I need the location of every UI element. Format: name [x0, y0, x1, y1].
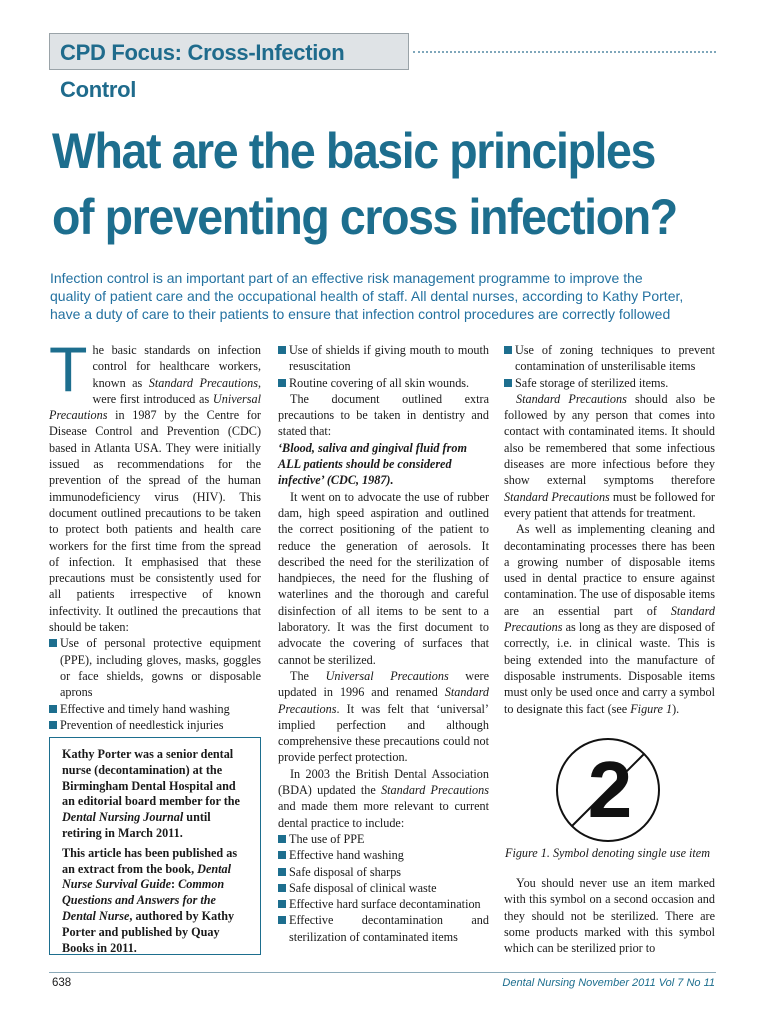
list-item: Prevention of needlestick injuries — [49, 717, 261, 733]
body-paragraph: It went on to advocate the use of rubber dam, high speed aspiration and outlined the correct positioning of the patient to reduce the generation of aerosols. It described the need for the sterilization of handpieces, the need for the flushing of waterlines and the thorough and careful disinfection of all items to be sent to a laboratory. It was the first document to advocate the covering of surfaces that cannot be sterilized. — [278, 489, 489, 667]
list-item: Safe storage of sterilized items. — [504, 375, 715, 391]
list-item: Use of zoning techniques to prevent contamination of unsterilisable items — [504, 342, 715, 375]
bda-list-continued — [504, 342, 715, 391]
precautions-list-continued — [278, 342, 489, 391]
list-item: Use of shields if giving mouth to mouth resuscitation — [278, 342, 489, 375]
headline-line-1: What are the basic principles — [52, 123, 655, 179]
body-paragraph: Standard Precautions should also be followed by any person that comes into contact with contaminated items. It should also be remembered that some infectious diseases are more infectious before they show external symptoms therefore Standard Precautions must be followed for every patient that attends for treatment. — [504, 391, 716, 520]
list-item: Safe disposal of clinical waste — [278, 880, 489, 896]
intro-paragraph: The basic standards on infection control for healthcare workers, known as Standard Precautions, were first introduced as Universal Precautions in 1987 by the Centre for Disease Control and Prevention (CDC) based in Atlanta USA. They were initially issued as recommendations for the prevention of the spread of the human immunodeficiency virus (HIV). This document outlined precautions to be taken to protect both patients and health care workers for the first time from the spread of infection. It emphasised that these precautions must be consistently used for all patients irrespective of known infectivity. It outlined the precautions that should be taken: — [49, 335, 261, 635]
list-item: Effective hard surface decontamination — [278, 896, 489, 912]
list-item: Effective hand washing — [278, 847, 489, 863]
cdc-quote: ‘Blood, saliva and gingival fluid from ALL patients should be considered infective’ (CDC, 1987). — [278, 440, 467, 488]
article-column-3 — [504, 342, 715, 717]
body-paragraph: As well as implementing cleaning and decontaminating processes there has been a growing number of disposable items used in dental practice to ensure against contamination. The use of disposable items are an essential part of Standard Precautions as long as they are disposed of correctly, i.e. in clinical waste. This is being extended into the manufacture of disposable instruments. Disposable items must only be used once and carry a symbol to designate this fact (see Figure 1). — [504, 522, 715, 716]
article-headline — [52, 118, 684, 250]
section-tag: CPD Focus: Cross-Infection Control — [49, 33, 409, 70]
single-use-symbol-icon — [555, 737, 661, 843]
body-paragraph: The Universal Precautions were updated in 1996 and renamed Standard Precautions. It was felt that ‘universal’ implied perfection and although comprehensive these precautions could not provide perfect protection. — [278, 668, 489, 765]
body-paragraph: You should never use an item marked with this symbol on a second occasion and they should not be sterilized. There are some products marked with this symbol which can be sterilized prior to — [504, 876, 715, 956]
precautions-list — [49, 635, 261, 733]
article-column-2 — [278, 342, 489, 945]
footer-rule — [49, 972, 716, 973]
body-paragraph: In 2003 the British Dental Association (BDA) updated the Standard Precautions and made them more relevant to current dental practice to include: — [278, 766, 489, 830]
author-bio-box — [49, 737, 261, 955]
article-column-3-continued — [504, 875, 715, 956]
list-item: The use of PPE — [278, 831, 489, 847]
drop-cap: T — [49, 335, 88, 405]
bda-list — [278, 831, 489, 945]
list-item: Safe disposal of sharps — [278, 864, 489, 880]
list-item: Use of personal protective equipment (PPE), including gloves, masks, goggles or face shields, gowns or disposable aprons — [49, 635, 261, 700]
standfirst — [50, 269, 730, 323]
article-column-1 — [49, 335, 261, 733]
figure-caption: Figure 1. Symbol denoting single use item — [505, 846, 711, 860]
list-item: Effective decontamination and sterilization of contaminated items — [278, 912, 489, 945]
body-paragraph: The document outlined extra precautions to be taken in dentistry and stated that: — [278, 391, 489, 439]
bio-paragraph: Kathy Porter was a senior dental nurse (decontamination) at the Birmingham Dental Hospital and an editorial board member for the Dental Nursing Journal until retiring in March 2011. — [62, 747, 240, 840]
list-item: Effective and timely hand washing — [49, 701, 261, 717]
section-tag-rule — [413, 51, 716, 53]
headline-line-2: of preventing cross infection? — [52, 189, 677, 245]
standfirst-line: quality of patient care and the occupational health of staff. All dental nurses, according to Kathy Porter, — [50, 288, 684, 304]
journal-citation: Dental Nursing November 2011 Vol 7 No 11 — [502, 977, 715, 989]
list-item: Routine covering of all skin wounds. — [278, 375, 489, 391]
symbol-digit: 2 — [587, 745, 633, 834]
standfirst-line: Infection control is an important part of an effective risk management programme to improve the — [50, 270, 643, 286]
standfirst-line: have a duty of care to their patients to ensure that infection control procedures are correctly followed — [50, 306, 671, 322]
page-number: 638 — [52, 977, 72, 989]
bio-paragraph: This article has been published as an extract from the book, Dental Nurse Survival Guide: Common Questions and Answers for the Dental Nurse, authored by Kathy Porter and published by Quay Books in 2011. — [62, 845, 238, 955]
